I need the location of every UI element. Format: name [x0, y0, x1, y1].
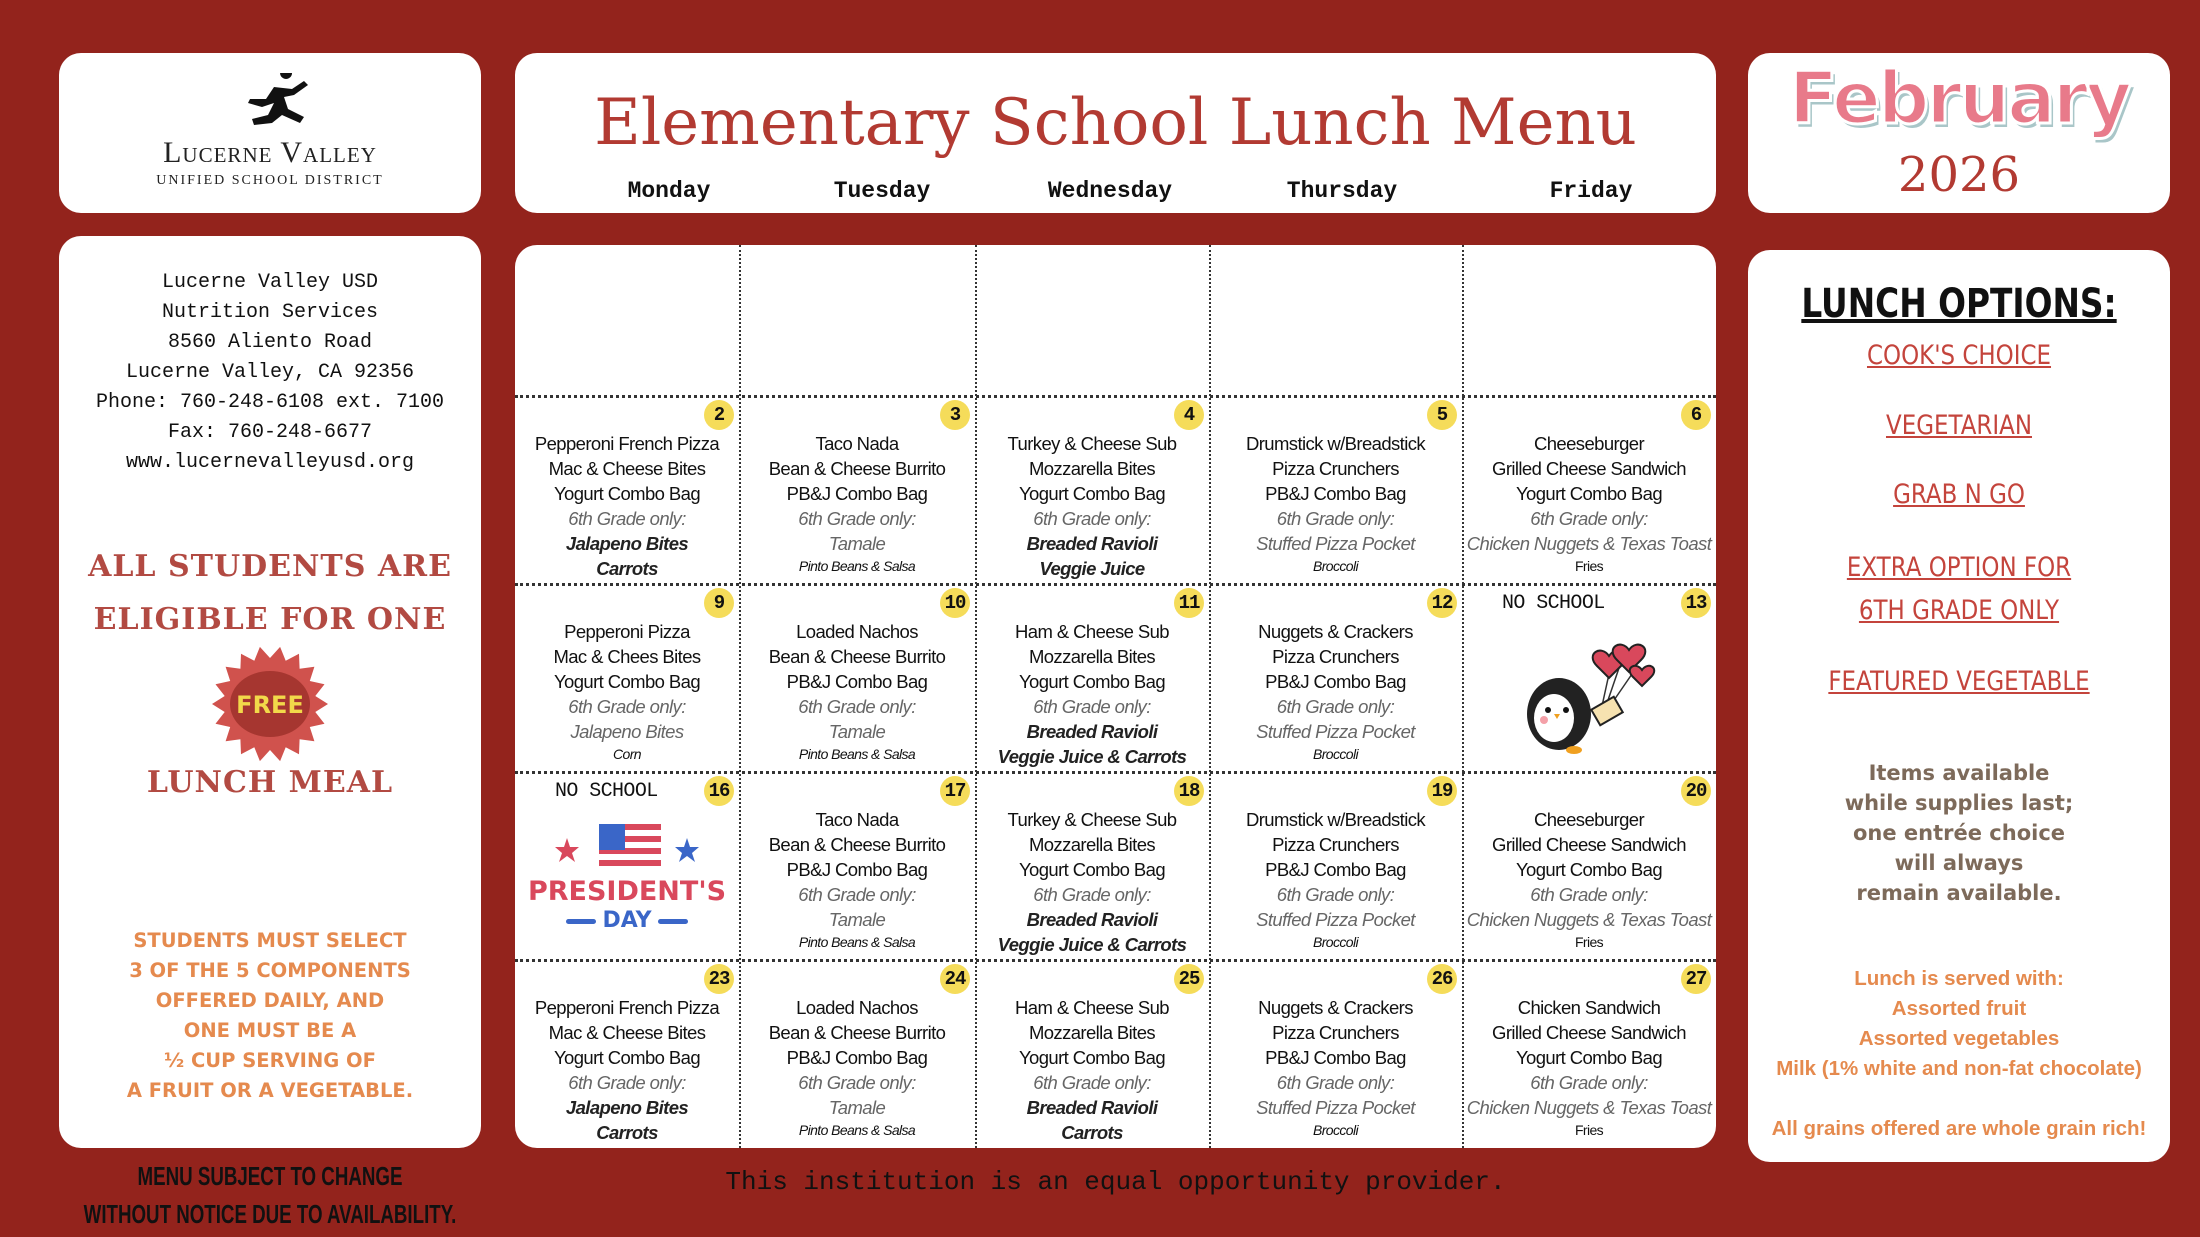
- date-badge: 27: [1681, 964, 1711, 994]
- menu-item: Cheeseburger: [1533, 809, 1645, 830]
- menu-item: Bean & Cheese Burrito: [768, 646, 946, 667]
- option-cooks-choice: COOK'S CHOICE: [1866, 340, 2052, 371]
- menu-item: Drumstick w/Breadstick: [1245, 433, 1426, 454]
- menu-item: Chicken Nuggets & Texas Toast: [1466, 909, 1712, 930]
- menu-item: Fries: [1574, 558, 1604, 574]
- rule-line: OFFERED DAILY, AND: [155, 989, 385, 1012]
- option-featured-vegetable: FEATURED VEGETABLE: [1828, 666, 2090, 697]
- menu-item: Yogurt Combo Bag: [553, 671, 701, 692]
- sixth-grade-label: 6th Grade only:: [1530, 1072, 1648, 1093]
- address-block: [59, 268, 481, 478]
- menu-item: Yogurt Combo Bag: [1018, 1047, 1166, 1068]
- sixth-grade-label: 6th Grade only:: [568, 508, 686, 529]
- menu-item: Jalapeno Bites: [565, 1097, 689, 1118]
- lunch-options-panel: [1748, 250, 2170, 1162]
- date-badge: 18: [1174, 776, 1204, 806]
- menu-item: Grilled Cheese Sandwich: [1492, 834, 1686, 855]
- date-badge: 17: [940, 776, 970, 806]
- menu-item: Jalapeno Bites: [570, 721, 684, 742]
- day-cell: [1209, 395, 1462, 583]
- menu-item: Pizza Crunchers: [1272, 834, 1399, 855]
- menu-item: Yogurt Combo Bag: [1515, 859, 1663, 880]
- day-cell: [1209, 959, 1462, 1148]
- menu-item: Carrots: [596, 1122, 658, 1143]
- menu-item: Veggie Juice & Carrots: [997, 746, 1187, 767]
- rule-line: A FRUIT OR A VEGETABLE.: [126, 1079, 414, 1102]
- menu-item: Nuggets & Crackers: [1258, 621, 1413, 642]
- menu-item: Stuffed Pizza Pocket: [1256, 909, 1415, 930]
- day-wednesday: Wednesday: [1047, 178, 1173, 204]
- menu-item: Yogurt Combo Bag: [553, 1047, 701, 1068]
- menu-item: Broccoli: [1313, 1122, 1358, 1138]
- date-badge: 5: [1427, 400, 1457, 430]
- eligibility-line-2: ELIGIBLE FOR ONE: [93, 602, 447, 637]
- date-badge: 19: [1427, 776, 1457, 806]
- day-tuesday: Tuesday: [833, 178, 931, 204]
- sixth-grade-label: 6th Grade only:: [798, 1072, 916, 1093]
- menu-item: Jalapeno Bites: [565, 533, 689, 554]
- availability-line: while supplies last;: [1844, 791, 2074, 815]
- menu-item: Chicken Nuggets & Texas Toast: [1466, 1097, 1712, 1118]
- equal-opportunity-statement: This institution is an equal opportunity provider.: [725, 1167, 1506, 1197]
- district-name: Lucerne Valley: [163, 136, 377, 169]
- free-starburst-icon: [210, 644, 330, 764]
- address-line: Phone: 760-248-6108 ext. 7100: [95, 391, 445, 414]
- menu-item: Mozzarella Bites: [1028, 458, 1156, 479]
- menu-item: Stuffed Pizza Pocket: [1256, 721, 1415, 742]
- disclaimer-line: MENU SUBJECT TO CHANGE: [137, 1161, 403, 1191]
- availability-line: will always: [1894, 851, 2024, 875]
- availability-line: remain available.: [1856, 881, 2062, 905]
- district-subtitle: UNIFIED SCHOOL DISTRICT: [156, 173, 384, 188]
- served-with-line: Lunch is served with:: [1854, 967, 2064, 990]
- day-cell: [975, 771, 1209, 959]
- menu-item: Tamale: [828, 909, 886, 930]
- menu-item: Stuffed Pizza Pocket: [1256, 1097, 1415, 1118]
- date-badge: 11: [1174, 588, 1204, 618]
- menu-item: Breaded Ravioli: [1026, 533, 1158, 554]
- sixth-grade-label: 6th Grade only:: [1033, 508, 1151, 529]
- menu-item: PB&J Combo Bag: [786, 671, 928, 692]
- menu-item: Pinto Beans & Salsa: [798, 746, 916, 762]
- menu-item: Pizza Crunchers: [1272, 1022, 1399, 1043]
- lunch-options-heading: LUNCH OPTIONS:: [1801, 281, 2117, 327]
- menu-item: Taco Nada: [815, 809, 899, 830]
- menu-item: Mozzarella Bites: [1028, 834, 1156, 855]
- menu-item: Tamale: [828, 1097, 886, 1118]
- sixth-grade-label: 6th Grade only:: [1276, 696, 1395, 717]
- menu-item: Pinto Beans & Salsa: [798, 934, 916, 950]
- day-cell: [515, 959, 739, 1148]
- menu-calendar: [515, 245, 1716, 1148]
- address-line: 8560 Aliento Road: [167, 331, 373, 354]
- rule-line: ½ CUP SERVING OF: [164, 1049, 376, 1072]
- availability-line: Items available: [1868, 761, 2050, 785]
- component-rules: [59, 926, 481, 1106]
- date-badge: 6: [1681, 400, 1711, 430]
- menu-item: Broccoli: [1313, 934, 1358, 950]
- day-cell: [1462, 771, 1716, 959]
- menu-item: Yogurt Combo Bag: [1515, 483, 1663, 504]
- presidents-day-title: PRESIDENT'S: [527, 876, 727, 907]
- menu-item: Bean & Cheese Burrito: [768, 458, 946, 479]
- menu-item: Mozzarella Bites: [1028, 1022, 1156, 1043]
- menu-change-disclaimer: [76, 1157, 465, 1233]
- menu-item: Breaded Ravioli: [1026, 909, 1158, 930]
- address-line: Lucerne Valley, CA 92356: [125, 361, 415, 384]
- day-cell: [739, 583, 975, 771]
- menu-item: Mozzarella Bites: [1028, 646, 1156, 667]
- penguin-valentine-icon: [1514, 626, 1664, 756]
- disclaimer-line: WITHOUT NOTICE DUE TO AVAILABILITY.: [83, 1199, 457, 1229]
- address-line: Nutrition Services: [161, 301, 379, 324]
- runner-logo-icon: [234, 73, 314, 135]
- menu-item: Ham & Cheese Sub: [1015, 621, 1169, 642]
- date-badge: 4: [1174, 400, 1204, 430]
- menu-item: PB&J Combo Bag: [786, 1047, 928, 1068]
- menu-item: Pinto Beans & Salsa: [798, 558, 916, 574]
- day-cell: [975, 959, 1209, 1148]
- day-cell: [975, 395, 1209, 583]
- menu-item: Mac & Cheese Bites: [548, 1022, 706, 1043]
- date-badge: 9: [704, 588, 734, 618]
- whole-grain-note: All grains offered are whole grain rich!: [1771, 1117, 2147, 1140]
- date-badge: 20: [1681, 776, 1711, 806]
- year-label: 2026: [1897, 147, 2021, 203]
- menu-item: Veggie Juice: [1039, 558, 1145, 579]
- menu-item: Pinto Beans & Salsa: [798, 1122, 916, 1138]
- menu-item: PB&J Combo Bag: [1265, 1047, 1406, 1068]
- availability-note: [1748, 758, 2170, 908]
- menu-item: PB&J Combo Bag: [1265, 859, 1406, 880]
- day-cell: [739, 771, 975, 959]
- menu-item: Fries: [1574, 1122, 1604, 1138]
- menu-item: Yogurt Combo Bag: [553, 483, 701, 504]
- menu-item: Veggie Juice & Carrots: [997, 934, 1187, 955]
- served-with-note: [1748, 964, 2170, 1144]
- menu-item: Carrots: [596, 558, 658, 579]
- day-monday: Monday: [627, 178, 711, 204]
- eligibility-line-3: LUNCH MEAL: [146, 765, 394, 800]
- menu-item: Mac & Cheese Bites: [548, 458, 706, 479]
- menu-item: Yogurt Combo Bag: [1515, 1047, 1663, 1068]
- menu-item: Bean & Cheese Burrito: [768, 1022, 946, 1043]
- date-badge: 25: [1174, 964, 1204, 994]
- date-badge: 26: [1427, 964, 1457, 994]
- menu-item: PB&J Combo Bag: [786, 483, 928, 504]
- option-extra-6th-grade: EXTRA OPTION FOR 6TH GRADE ONLY: [1846, 552, 2072, 626]
- rule-line: 3 OF THE 5 COMPONENTS: [129, 959, 411, 982]
- month-panel: [1748, 53, 2170, 213]
- menu-item: Broccoli: [1313, 558, 1358, 574]
- sixth-grade-label: 6th Grade only:: [1033, 884, 1151, 905]
- day-cell: [1462, 959, 1716, 1148]
- menu-item: Loaded Nachos: [796, 997, 918, 1018]
- date-badge: 24: [940, 964, 970, 994]
- menu-item: Yogurt Combo Bag: [1018, 671, 1166, 692]
- day-cell: [1209, 771, 1462, 959]
- sixth-grade-label: 6th Grade only:: [1276, 884, 1395, 905]
- menu-item: Chicken Nuggets & Texas Toast: [1466, 533, 1712, 554]
- menu-item: Cheeseburger: [1533, 433, 1645, 454]
- no-school-label: NO SCHOOL: [555, 780, 658, 803]
- eligibility-line-1: ALL STUDENTS ARE: [88, 549, 452, 584]
- menu-item: Drumstick w/Breadstick: [1245, 809, 1426, 830]
- date-badge: 13: [1681, 588, 1711, 618]
- day-cell: [1462, 395, 1716, 583]
- availability-line: one entrée choice: [1852, 821, 2066, 845]
- rule-line: STUDENTS MUST SELECT: [133, 929, 407, 952]
- sixth-grade-label: 6th Grade only:: [1033, 696, 1151, 717]
- sixth-grade-label: 6th Grade only:: [798, 884, 916, 905]
- address-line: www.lucernevalleyusd.org: [125, 451, 415, 474]
- menu-item: Chicken Sandwich: [1517, 997, 1661, 1018]
- menu-item: Yogurt Combo Bag: [1018, 483, 1166, 504]
- title-panel: [515, 53, 1716, 213]
- option-grab-n-go: GRAB N GO: [1893, 479, 2025, 510]
- menu-item: Taco Nada: [815, 433, 899, 454]
- day-cell: [1462, 583, 1716, 771]
- menu-item: Loaded Nachos: [796, 621, 918, 642]
- date-badge: 2: [704, 400, 734, 430]
- menu-item: PB&J Combo Bag: [786, 859, 928, 880]
- menu-item: Breaded Ravioli: [1026, 1097, 1158, 1118]
- served-with-line: Milk (1% white and non-fat chocolate): [1776, 1057, 2142, 1080]
- menu-item: Tamale: [828, 721, 886, 742]
- presidents-day-subtitle: [566, 908, 687, 934]
- date-badge: 23: [704, 964, 734, 994]
- menu-item: PB&J Combo Bag: [1265, 483, 1406, 504]
- sixth-grade-label: 6th Grade only:: [568, 696, 686, 717]
- served-with-line: Assorted fruit: [1891, 997, 2027, 1020]
- day-friday: Friday: [1549, 178, 1633, 204]
- date-badge: 12: [1427, 588, 1457, 618]
- menu-item: Turkey & Cheese Sub: [1007, 433, 1177, 454]
- menu-item: Tamale: [828, 533, 886, 554]
- menu-item: Pepperoni French Pizza: [534, 433, 720, 454]
- menu-item: Turkey & Cheese Sub: [1007, 809, 1177, 830]
- sixth-grade-label: 6th Grade only:: [798, 696, 916, 717]
- menu-item: Corn: [613, 746, 641, 762]
- day-cell: [739, 395, 975, 583]
- menu-item: Bean & Cheese Burrito: [768, 834, 946, 855]
- menu-item: Ham & Cheese Sub: [1015, 997, 1169, 1018]
- menu-item: Pizza Crunchers: [1272, 458, 1399, 479]
- day-cell: [739, 959, 975, 1148]
- sixth-grade-label: 6th Grade only:: [1530, 884, 1648, 905]
- menu-item: Pizza Crunchers: [1272, 646, 1399, 667]
- contact-info-panel: [59, 236, 481, 1148]
- menu-item: Broccoli: [1313, 746, 1358, 762]
- page-title: Elementary School Lunch Menu: [594, 86, 1637, 160]
- rule-line: ONE MUST BE A: [183, 1019, 357, 1042]
- sixth-grade-label: 6th Grade only:: [1276, 508, 1395, 529]
- date-badge: 16: [704, 776, 734, 806]
- address-line: Fax: 760-248-6677: [167, 421, 373, 444]
- no-school-label: NO SCHOOL: [1502, 592, 1605, 615]
- district-logo-panel: [59, 53, 481, 213]
- menu-item: Yogurt Combo Bag: [1018, 859, 1166, 880]
- american-flag-icon: [537, 816, 717, 876]
- day-word: DAY: [602, 908, 652, 933]
- menu-item: Pepperoni Pizza: [564, 621, 690, 642]
- day-cell: [975, 583, 1209, 771]
- sixth-grade-label: 6th Grade only:: [798, 508, 916, 529]
- option-vegetarian: VEGETARIAN: [1885, 410, 2033, 441]
- menu-item: Carrots: [1061, 1122, 1123, 1143]
- menu-item: Fries: [1574, 934, 1604, 950]
- menu-item: Pepperoni French Pizza: [534, 997, 720, 1018]
- menu-item: PB&J Combo Bag: [1265, 671, 1406, 692]
- sixth-grade-label: 6th Grade only:: [1276, 1072, 1395, 1093]
- day-cell: [1209, 583, 1462, 771]
- sixth-grade-label: 6th Grade only:: [568, 1072, 686, 1093]
- free-badge-text: FREE: [236, 691, 304, 719]
- menu-item: Stuffed Pizza Pocket: [1256, 533, 1415, 554]
- served-with-line: Assorted vegetables: [1858, 1027, 2060, 1050]
- address-line: Lucerne Valley USD: [161, 271, 379, 294]
- menu-item: Grilled Cheese Sandwich: [1492, 458, 1686, 479]
- month-label: February: [1788, 56, 2130, 140]
- day-cell: [515, 771, 739, 959]
- day-thursday: Thursday: [1286, 178, 1398, 204]
- sixth-grade-label: 6th Grade only:: [1530, 508, 1648, 529]
- menu-item: Nuggets & Crackers: [1258, 997, 1413, 1018]
- menu-item: Grilled Cheese Sandwich: [1492, 1022, 1686, 1043]
- day-cell: [515, 583, 739, 771]
- date-badge: 10: [940, 588, 970, 618]
- sixth-grade-label: 6th Grade only:: [1033, 1072, 1151, 1093]
- menu-item: Mac & Chees Bites: [553, 646, 701, 667]
- date-badge: 3: [940, 400, 970, 430]
- day-cell: [515, 395, 739, 583]
- menu-item: Breaded Ravioli: [1026, 721, 1158, 742]
